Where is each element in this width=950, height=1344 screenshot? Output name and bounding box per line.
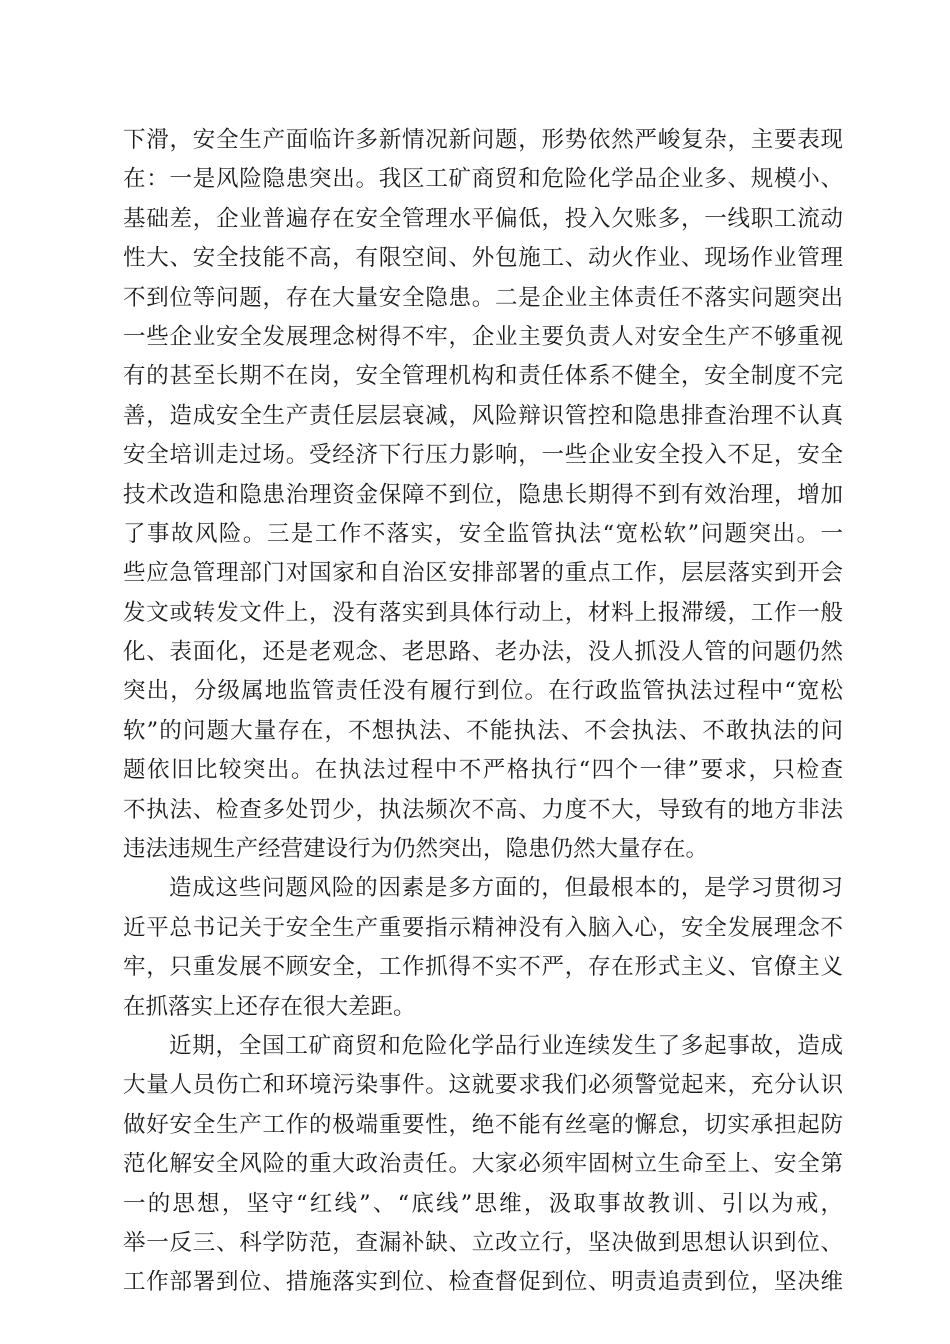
text-line: 突出，分级属地监管责任没有履行到位。在行政监管执法过程中“宽松 <box>123 678 843 705</box>
text-line: 一些企业安全发展理念树得不牢，企业主要负责人对安全生产不够重视 <box>123 323 843 350</box>
text-line: 范化解安全风险的重大政治责任。大家必须牢固树立生命至上、安全第 <box>123 1151 843 1178</box>
text-line: 有的甚至长期不在岗，安全管理机构和责任体系不健全，安全制度不完 <box>123 363 843 390</box>
text-line: 工作部署到位、措施落实到位、检查督促到位、明责追责到位，坚决维 <box>123 1269 843 1296</box>
text-line: 违法违规生产经营建设行为仍然突出，隐患仍然大量存在。 <box>123 836 709 863</box>
text-line: 技术改造和隐患治理资金保障不到位，隐患长期得不到有效治理，增加 <box>123 481 843 508</box>
text-line: 造成这些问题风险的因素是多方面的，但最根本的，是学习贯彻习 <box>169 875 843 902</box>
text-line: 题依旧比较突出。在执法过程中不严格执行“四个一律”要求，只检查 <box>123 757 843 784</box>
text-line: 在抓落实上还存在很大差距。 <box>123 993 416 1020</box>
text-line: 在：一是风险隐患突出。我区工矿商贸和危险化学品企业多、规模小、 <box>123 166 843 193</box>
text-line: 性大、安全技能不高，有限空间、外包施工、动火作业、现场作业管理 <box>123 245 843 272</box>
text-line: 基础差，企业普遍存在安全管理水平偏低，投入欠账多，一线职工流动 <box>123 205 843 232</box>
text-line: 软”的问题大量存在，不想执法、不能执法、不会执法、不敢执法的问 <box>123 717 843 744</box>
text-line: 些应急管理部门对国家和自治区安排部署的重点工作，层层落实到开会 <box>123 560 843 587</box>
text-line: 牢，只重发展不顾安全，工作抓得不实不严，存在形式主义、官僚主义 <box>123 954 843 981</box>
text-line: 大量人员伤亡和环境污染事件。这就要求我们必须警觉起来，充分认识 <box>123 1072 843 1099</box>
text-line: 不执法、检查多处罚少，执法频次不高、力度不大，导致有的地方非法 <box>123 796 843 823</box>
text-line: 近平总书记关于安全生产重要指示精神没有入脑入心，安全发展理念不 <box>123 914 843 941</box>
text-line: 安全培训走过场。受经济下行压力影响，一些企业安全投入不足，安全 <box>123 442 843 469</box>
text-line: 了事故风险。三是工作不落实，安全监管执法“宽松软”问题突出。一 <box>123 520 843 547</box>
text-line: 下滑，安全生产面临许多新情况新问题，形势依然严峻复杂，主要表现 <box>123 127 843 153</box>
text-line: 善，造成安全生产责任层层衰减，风险辩识管控和隐患排查治理不认真 <box>123 402 843 429</box>
text-line: 不到位等问题，存在大量安全隐患。二是企业主体责任不落实问题突出 <box>123 284 843 311</box>
text-line: 近期，全国工矿商贸和危险化学品行业连续发生了多起事故，造成 <box>169 1032 843 1059</box>
document-body <box>123 121 843 1303</box>
text-line: 举一反三、科学防范，查漏补缺、立改立行，坚决做到思想认识到位、 <box>123 1229 843 1256</box>
text-line: 化、表面化，还是老观念、老思路、老办法，没人抓没人管的问题仍然 <box>123 639 843 666</box>
text-line: 做好安全生产工作的极端重要性，绝不能有丝毫的懈怠，切实承担起防 <box>123 1111 843 1138</box>
text-line: 发文或转发文件上，没有落实到具体行动上，材料上报滞缓，工作一般 <box>123 599 843 626</box>
text-line: 一的思想，坚守“红线”、“底线”思维，汲取事故教训、引以为戒， <box>123 1190 843 1217</box>
